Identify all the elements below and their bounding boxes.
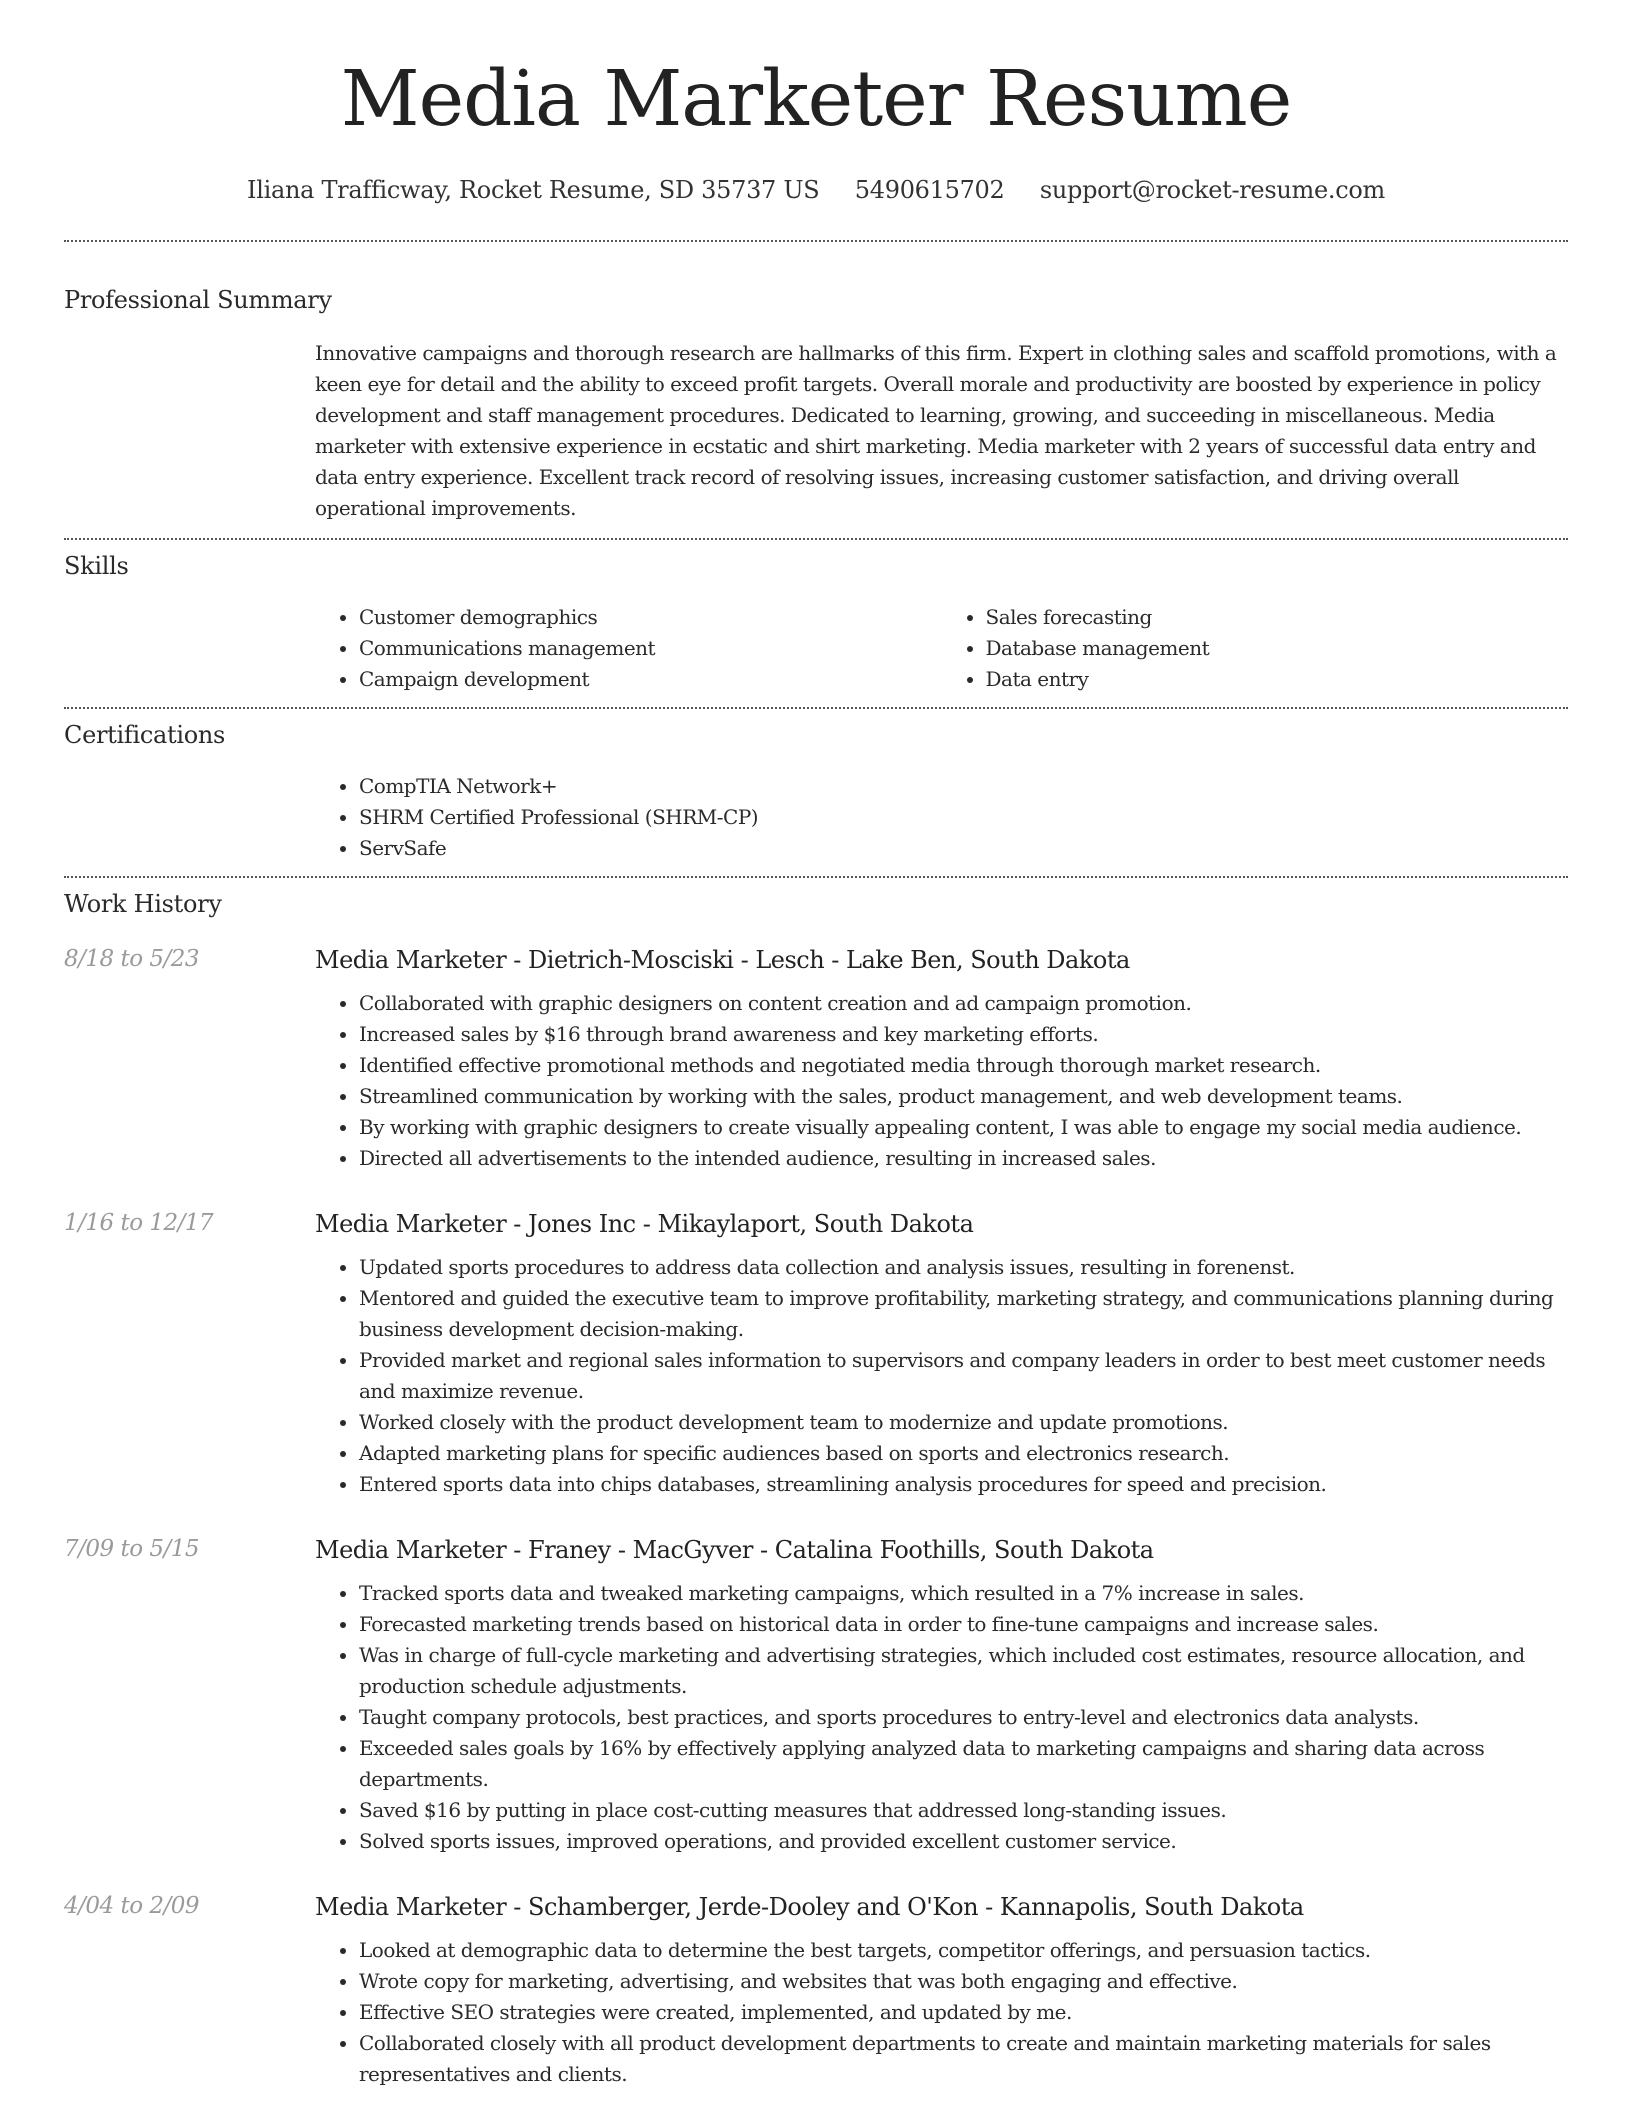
job-dates: 8/18 to 5/23 [64, 946, 200, 973]
list-item: • Wrote copy for marketing, advertising, and websites that was both engaging and effective. [359, 1966, 1568, 1997]
job-title: Media Marketer - Dietrich-Mosciski - Lesch - Lake Ben, South Dakota [315, 946, 1130, 975]
contact-email: support@rocket-resume.com [1039, 176, 1385, 205]
job-title: Media Marketer - Franey - MacGyver - Catalina Foothills, South Dakota [315, 1536, 1154, 1565]
contact-phone: 5490615702 [854, 176, 1005, 205]
list-item: • Tracked sports data and tweaked marketing campaigns, which resulted in a 7% increase in sales. [359, 1578, 1568, 1609]
list-item: • Effective SEO strategies were created, implemented, and updated by me. [359, 1997, 1568, 2028]
skills-section [64, 540, 1568, 707]
job-entry [64, 1893, 1568, 2090]
job-title: Media Marketer - Jones Inc - Mikaylaport, South Dakota [315, 1210, 974, 1239]
job-bullets [315, 1578, 1568, 1857]
list-item: • ServSafe [359, 833, 1568, 864]
list-item: • Collaborated with graphic designers on content creation and ad campaign promotion. [359, 988, 1568, 1019]
list-item: • Updated sports procedures to address data collection and analysis issues, resulting in forenenst. [359, 1252, 1568, 1283]
list-item: • Solved sports issues, improved operations, and provided excellent customer service. [359, 1826, 1568, 1857]
job-bullets [315, 988, 1568, 1174]
list-item: • Entered sports data into chips databases, streamlining analysis procedures for speed and precision. [359, 1469, 1568, 1500]
list-item: • Communications management [359, 633, 942, 664]
certifications-list [315, 771, 1568, 864]
list-item: • Forecasted marketing trends based on historical data in order to fine-tune campaigns and increase sales. [359, 1609, 1568, 1640]
skills-list-left [315, 602, 942, 695]
work-history-section [64, 878, 1568, 2090]
list-item: • CompTIA Network+ [359, 771, 1568, 802]
list-item: • SHRM Certified Professional (SHRM-CP) [359, 802, 1568, 833]
list-item: • Data entry [986, 664, 1569, 695]
list-item: • Adapted marketing plans for specific audiences based on sports and electronics research. [359, 1438, 1568, 1469]
page-title: Media Marketer Resume [340, 55, 1292, 144]
job-title: Media Marketer - Schamberger, Jerde-Dooley and O'Kon - Kannapolis, South Dakota [315, 1893, 1304, 1922]
job-entry [64, 946, 1568, 1174]
list-item: • Provided market and regional sales information to supervisors and company leaders in order to best meet customer needs and maximize revenue. [359, 1345, 1568, 1407]
list-item: • Worked closely with the product development team to modernize and update promotions. [359, 1407, 1568, 1438]
list-item: • Streamlined communication by working with the sales, product management, and web development teams. [359, 1081, 1568, 1112]
summary-section [64, 242, 1568, 538]
list-item: • Looked at demographic data to determine the best targets, competitor offerings, and persuasion tactics. [359, 1935, 1568, 1966]
list-item: • Increased sales by $16 through brand awareness and key marketing efforts. [359, 1019, 1568, 1050]
section-heading: Skills [64, 552, 129, 581]
list-item: • Customer demographics [359, 602, 942, 633]
contact-address: Iliana Trafficway, Rocket Resume, SD 35737 US [247, 176, 820, 205]
section-heading: Professional Summary [64, 286, 332, 315]
job-dates: 1/16 to 12/17 [64, 1210, 214, 1237]
list-item: • Mentored and guided the executive team to improve profitability, marketing strategy, and communications planning during business development decision-making. [359, 1283, 1568, 1345]
list-item: • Campaign development [359, 664, 942, 695]
job-bullets [315, 1252, 1568, 1500]
job-bullets [315, 1935, 1568, 2090]
contact-line [0, 176, 1632, 204]
list-item: • Was in charge of full-cycle marketing and advertising strategies, which included cost estimates, resource allocation, and production schedule adjustments. [359, 1640, 1568, 1702]
list-item: • Collaborated closely with all product development departments to create and maintain marketing materials for sales representatives and clients. [359, 2028, 1568, 2090]
list-item: • Sales forecasting [986, 602, 1569, 633]
list-item: • Identified effective promotional methods and negotiated media through thorough market research. [359, 1050, 1568, 1081]
section-heading: Work History [64, 890, 222, 919]
list-item: • Saved $16 by putting in place cost-cutting measures that addressed long-standing issues. [359, 1795, 1568, 1826]
resume-header [0, 0, 1632, 204]
summary-text: Innovative campaigns and thorough research are hallmarks of this firm. Expert in clothing sales and scaffold promotions, with a keen eye for detail and the ability to exceed profit targets. Overall morale and productivity are boosted by experience in policy development and staff management procedures. Dedicated to learning, growing, and succeeding in miscellaneous. Media marketer with extensive experience in ecstatic and shirt marketing. Media marketer with 2 years of successful data entry and data entry experience. Excellent track record of resolving issues, increasing customer satisfaction, and driving overall operational improvements. [315, 341, 1557, 521]
list-item: • Database management [986, 633, 1569, 664]
job-dates: 4/04 to 2/09 [64, 1893, 200, 1920]
job-dates: 7/09 to 5/15 [64, 1536, 200, 1563]
section-heading: Certifications [64, 721, 226, 750]
list-item: • Directed all advertisements to the intended audience, resulting in increased sales. [359, 1143, 1568, 1174]
list-item: • Taught company protocols, best practices, and sports procedures to entry-level and electronics data analysts. [359, 1702, 1568, 1733]
job-entry [64, 1210, 1568, 1500]
list-item: • Exceeded sales goals by 16% by effectively applying analyzed data to marketing campaigns and sharing data across departments. [359, 1733, 1568, 1795]
list-item: • By working with graphic designers to create visually appealing content, I was able to engage my social media audience. [359, 1112, 1568, 1143]
job-entry [64, 1536, 1568, 1857]
skills-list-right [942, 602, 1569, 695]
certifications-section [64, 709, 1568, 876]
